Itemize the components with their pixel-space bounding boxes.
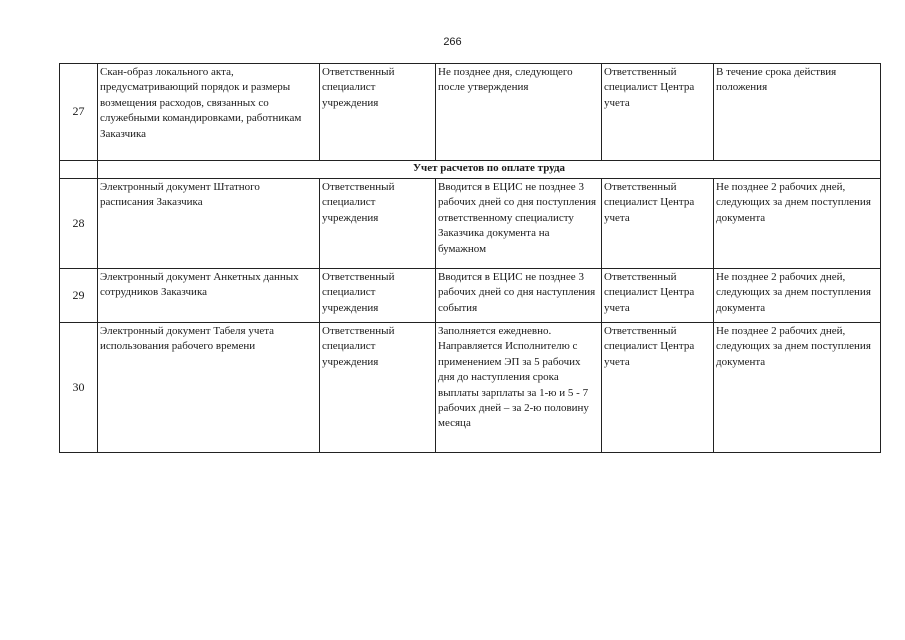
row-number: 28: [60, 179, 98, 269]
recipient-cell: Ответственный специалист Центра учета: [602, 64, 714, 161]
row-number: 29: [60, 269, 98, 323]
page-number: 266: [443, 36, 462, 48]
document-name-cell: Электронный документ Анкетных данных сотрудников Заказчика: [98, 269, 320, 323]
responsible-cell: Ответственный специалист учреждения: [320, 269, 436, 323]
responsible-cell: Ответственный специалист учреждения: [320, 64, 436, 161]
deadline-cell: Вводится в ЕЦИС не позднее 3 рабочих дней со дня наступления события: [436, 269, 602, 323]
responsible-cell: Ответственный специалист учреждения: [320, 179, 436, 269]
row-number: 30: [60, 323, 98, 453]
processing-term-cell: Не позднее 2 рабочих дней, следующих за днем поступления документа: [714, 323, 881, 453]
table-row-27: [60, 64, 881, 161]
deadline-cell: Вводится в ЕЦИС не позднее 3 рабочих дней со дня поступления ответственному специалисту Заказчика документа на бумажном: [436, 179, 602, 269]
recipient-cell: Ответственный специалист Центра учета: [602, 323, 714, 453]
row-number: 27: [60, 64, 98, 161]
section-title: Учет расчетов по оплате труда: [98, 161, 881, 179]
table-row-30: [60, 323, 881, 453]
processing-term-cell: Не позднее 2 рабочих дней, следующих за днем поступления документа: [714, 179, 881, 269]
recipient-cell: Ответственный специалист Центра учета: [602, 269, 714, 323]
section-row: [60, 161, 881, 179]
document-name-cell: Скан-образ локального акта, предусматривающий порядок и размеры возмещения расходов, связанных со служебными командировками, работникам Заказчика: [98, 64, 320, 161]
section-number-cell: [60, 161, 98, 179]
processing-term-cell: В течение срока действия положения: [714, 64, 881, 161]
document-flow-table: [59, 63, 881, 453]
table-row-28: [60, 179, 881, 269]
document-name-cell: Электронный документ Табеля учета использования рабочего времени: [98, 323, 320, 453]
processing-term-cell: Не позднее 2 рабочих дней, следующих за днем поступления документа: [714, 269, 881, 323]
recipient-cell: Ответственный специалист Центра учета: [602, 179, 714, 269]
responsible-cell: Ответственный специалист учреждения: [320, 323, 436, 453]
deadline-cell: Не позднее дня, следующего после утверждения: [436, 64, 602, 161]
document-name-cell: Электронный документ Штатного расписания Заказчика: [98, 179, 320, 269]
deadline-cell: Заполняется ежедневно. Направляется Исполнителю с применением ЭП за 5 рабочих дня до наступления срока выплаты зарплаты за 1-ю и 5 - 7 рабочих дней – за 2-ю половину месяца: [436, 323, 602, 453]
table-row-29: [60, 269, 881, 323]
